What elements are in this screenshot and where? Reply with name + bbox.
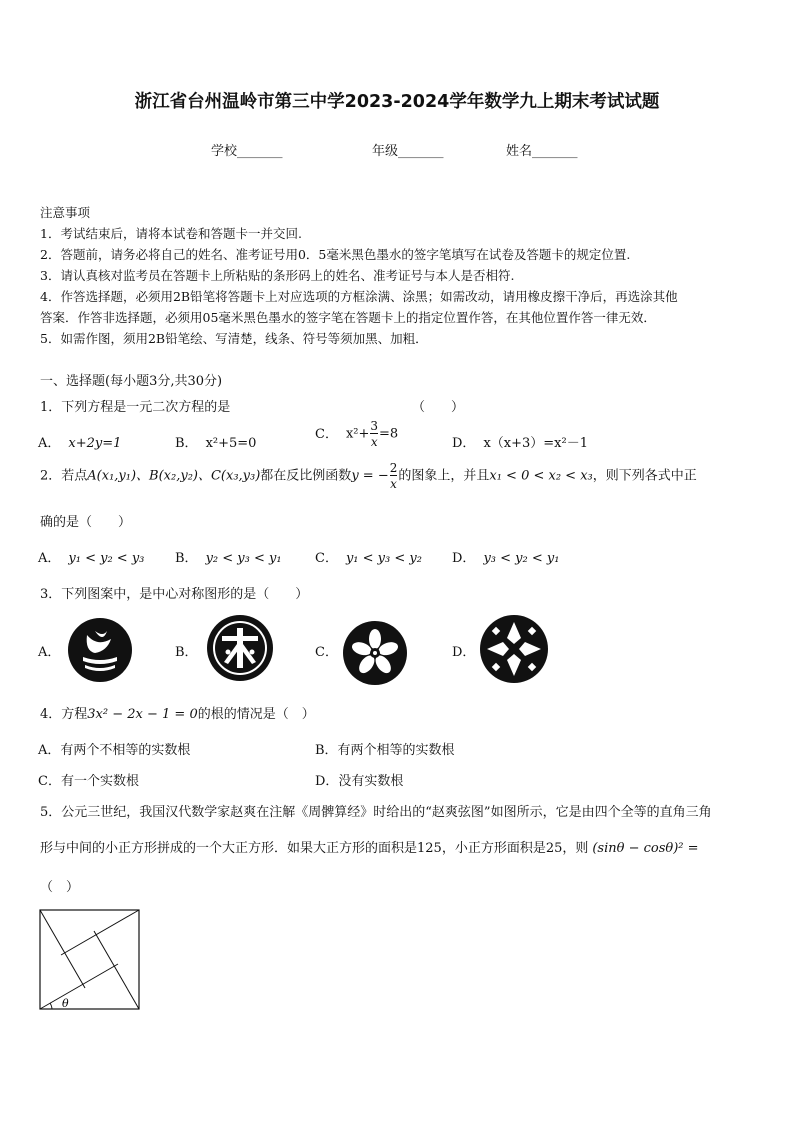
option-label: B． bbox=[175, 551, 198, 566]
hypotenuse-line bbox=[40, 910, 85, 988]
fraction bbox=[370, 420, 378, 448]
option-text: x²+5=0 bbox=[205, 436, 257, 451]
answer-paren: （ ） bbox=[412, 400, 465, 415]
stem-text: 2．若点 bbox=[40, 468, 88, 484]
q3-option-d-label: D． bbox=[452, 645, 476, 660]
question-2-stem bbox=[40, 462, 697, 490]
q3-option-b-label: B． bbox=[175, 645, 198, 660]
theta-label: θ bbox=[62, 997, 69, 1010]
option-label: A． bbox=[38, 436, 61, 451]
q2-option-a bbox=[38, 547, 144, 566]
option-text: x²+ bbox=[345, 426, 370, 442]
option-label: A． bbox=[38, 551, 61, 566]
stem-text: 的根的情况是（ ） bbox=[197, 707, 315, 722]
option-text: y₃ < y₂ < y₁ bbox=[483, 551, 560, 566]
points-expr: A(x₁,y₁)、B(x₂,y₂)、C(x₃,y₃) bbox=[87, 468, 261, 484]
emblem-a-icon bbox=[67, 617, 133, 683]
fraction-numerator: 2 bbox=[389, 461, 398, 475]
q4-option-b: B．有两个相等的实数根 bbox=[315, 743, 455, 758]
condition-expr: x₁ < 0 < x₂ < x₃ bbox=[489, 468, 593, 484]
question-4-stem bbox=[40, 703, 315, 722]
fraction-numerator: 3 bbox=[370, 419, 379, 433]
name-field: 姓名_______ bbox=[506, 144, 578, 159]
option-label: D． bbox=[452, 436, 476, 451]
option-text: x（x+3）=x²－1 bbox=[483, 436, 588, 451]
function-expr: y = − bbox=[351, 468, 389, 484]
option-text: y₂ < y₃ < y₁ bbox=[205, 551, 282, 566]
question-3-stem: 3．下列图案中，是中心对称图形的是（ ） bbox=[40, 587, 309, 602]
angle-arc bbox=[50, 1003, 52, 1009]
question-5-stem-line3: （ ） bbox=[40, 880, 80, 895]
option-text: =8 bbox=[379, 426, 399, 442]
option-label: C． bbox=[315, 426, 338, 442]
q4-option-c: C．有一个实数根 bbox=[38, 774, 139, 789]
q1-option-c bbox=[315, 420, 398, 448]
emblem-d-icon bbox=[479, 614, 549, 684]
q1-option-d bbox=[452, 432, 588, 451]
stem-text: 都在反比例函数 bbox=[260, 468, 352, 484]
stem-text: 形与中间的小正方形拼成的一个大正方形．如果大正方形的面积是125，小正方形面积是25，则 bbox=[40, 841, 589, 856]
notice-item: 4．作答选择题，必须用2B铅笔将答题卡上对应选项的方框涂满、涂黑；如需改动，请用橡皮擦干净后，再选涂其他 bbox=[40, 289, 678, 304]
q4-option-d: D．没有实数根 bbox=[315, 774, 404, 789]
grade-field: 年级_______ bbox=[372, 144, 444, 159]
notice-heading: 注意事项 bbox=[40, 205, 91, 220]
fraction bbox=[390, 462, 398, 490]
stem-text: 4．方程 bbox=[40, 707, 88, 722]
q2-option-c bbox=[315, 547, 422, 566]
emblem-b-icon bbox=[206, 614, 274, 682]
question-1-stem: 1．下列方程是一元二次方程的是 bbox=[40, 400, 231, 415]
option-label: D． bbox=[452, 551, 476, 566]
question-5-stem-line1: 5．公元三世纪，我国汉代数学家赵爽在注解《周髀算经》时给出的“赵爽弦图”如图所示，它是由四个全等的直角三角 bbox=[40, 805, 712, 820]
q2-option-b bbox=[175, 547, 282, 566]
stem-text: 的图象上，并且 bbox=[398, 468, 490, 484]
fraction-denominator: x bbox=[370, 435, 378, 449]
option-text: y₁ < y₃ < y₂ bbox=[345, 551, 422, 566]
equation-expr: 3x² − 2x − 1 = 0 bbox=[87, 707, 198, 722]
option-text: x+2y=1 bbox=[68, 436, 122, 451]
question-5-stem-line2 bbox=[40, 837, 699, 856]
option-label: B． bbox=[175, 436, 198, 451]
hypotenuse-line bbox=[94, 931, 139, 1009]
q2-option-d bbox=[452, 547, 559, 566]
notice-item: 5．如需作图，须用2B铅笔绘、写清楚，线条、符号等须加黑、加粗． bbox=[40, 331, 428, 346]
q3-option-a-label: A． bbox=[38, 645, 61, 660]
q1-option-b bbox=[175, 432, 256, 451]
option-text: y₁ < y₂ < y₃ bbox=[68, 551, 145, 566]
expression: (sinθ − cosθ)² = bbox=[592, 841, 699, 856]
stem-text: ，则下列各式中正 bbox=[592, 468, 697, 484]
notice-item: 答案．作答非选择题，必须用05毫米黑色墨水的签字笔在答题卡上的指定位置作答，在其他位置作答一律无效． bbox=[40, 310, 656, 325]
notice-item: 1．考试结束后，请将本试卷和答题卡一并交回. bbox=[40, 226, 302, 241]
emblem-c-icon bbox=[342, 620, 408, 686]
question-2-stem-line2: 确的是（ ） bbox=[40, 515, 132, 530]
exam-title: 浙江省台州温岭市第三中学2023-2024学年数学九上期末考试试题 bbox=[134, 92, 660, 112]
zhao-shuang-diagram bbox=[38, 908, 142, 1012]
q3-option-c-label: C． bbox=[315, 645, 338, 660]
fraction-denominator: x bbox=[390, 477, 397, 491]
school-field: 学校_______ bbox=[211, 144, 283, 159]
q4-option-a: A．有两个不相等的实数根 bbox=[38, 743, 191, 758]
notice-item: 3．请认真核对监考员在答题卡上所粘贴的条形码上的姓名、准考证号与本人是否相符. bbox=[40, 268, 515, 283]
outer-square bbox=[40, 910, 139, 1009]
notice-item: 2．答题前，请务必将自己的姓名、准考证号用0．5毫米黑色墨水的签字笔填写在试卷及答题卡的规定位置. bbox=[40, 247, 631, 262]
q1-option-a bbox=[38, 432, 121, 451]
hypotenuse-line bbox=[40, 964, 118, 1009]
option-label: C． bbox=[315, 551, 338, 566]
section-heading: 一、选择题(每小题3分,共30分) bbox=[40, 374, 223, 389]
hypotenuse-line bbox=[61, 910, 139, 955]
